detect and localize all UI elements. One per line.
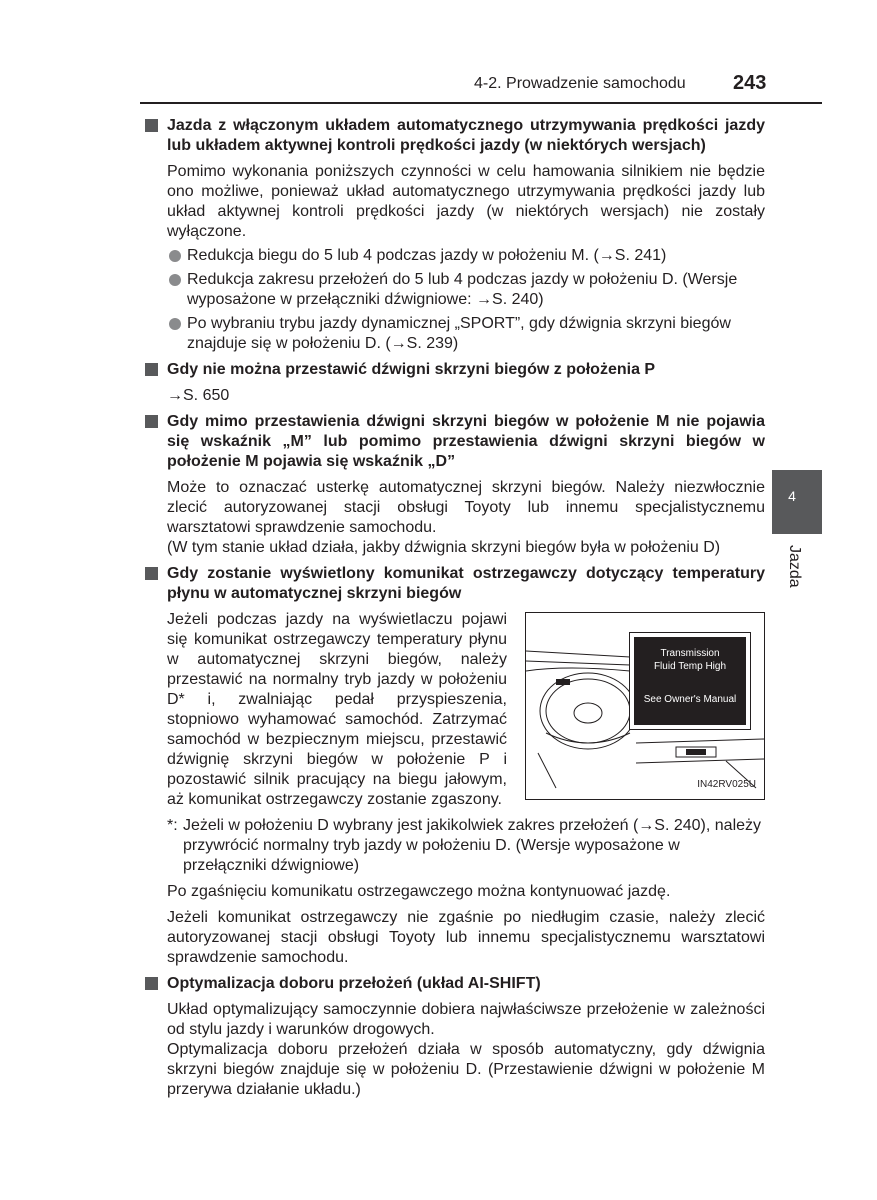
bullet-dot-icon <box>169 274 181 286</box>
bullet-item: Redukcja zakresu przełożeń do 5 lub 4 podczas jazdy w położeniu D. (Wersje wyposażone w przełączniki dźwigniowe: →S. 240) <box>167 270 765 310</box>
section-m-indicator <box>145 412 765 558</box>
section-heading: Gdy nie można przestawić dźwigni skrzyni biegów z położenia P <box>167 361 656 378</box>
bullet-item: Po wybraniu trybu jazdy dynamicznej „SPORT”, gdy dźwignia skrzyni biegów znajduje się w położeniu D. (→S. 239) <box>167 314 765 354</box>
section-square-icon <box>145 567 158 580</box>
section-heading: Jazda z włączonym układem automatycznego utrzymywania prędkości jazdy lub układem aktywnej kontroli prędkości jazdy (w niektórych wersjach) <box>167 117 765 154</box>
paragraph-note: (W tym stanie układ działa, jakby dźwignia skrzyni biegów była w położeniu D) <box>167 539 721 556</box>
section-square-icon <box>145 977 158 990</box>
section-square-icon <box>145 119 158 132</box>
section-square-icon <box>145 363 158 376</box>
bullet-dot-icon <box>169 318 181 330</box>
section-ai-shift <box>145 974 765 1100</box>
bullet-item: Redukcja biegu do 5 lub 4 podczas jazdy w położeniu M. (→S. 241) <box>167 246 765 266</box>
bullet-dot-icon <box>169 250 181 262</box>
footnote: *: Jeżeli w położeniu D wybrany jest jakikolwiek zakres przełożeń (→S. 240), należy przywrócić normalny tryb jazdy w położeniu D. (Wersje wyposażone w przełączniki dźwigniowe) <box>167 817 762 874</box>
section-square-icon <box>145 415 158 428</box>
paragraph: →S. 650 <box>167 387 230 404</box>
page-number: 243 <box>733 72 767 94</box>
section-shift-lock <box>145 360 765 406</box>
paragraph: Po zgaśnięciu komunikatu ostrzegawczego można kontynuować jazdę. <box>167 883 671 900</box>
paragraph: Optymalizacja doboru przełożeń działa w sposób automatyczny, gdy dźwignia skrzyni biegów znajduje się w położeniu D. (Przestawienie dźwigni w położenie M przerywa działanie układu.) <box>167 1041 765 1098</box>
paragraph: Jeżeli komunikat ostrzegawczy nie zgaśnie po niedługim czasie, należy zlecić autoryzowanej stacji obsługi Toyoty lub innemu specjalistycznemu warsztatowi sprawdzenie samochodu. <box>167 909 765 966</box>
warning-message-display: Transmission Fluid Temp High See Owner's Manual <box>630 633 750 729</box>
section-cruise-control <box>145 116 765 354</box>
section-heading: Gdy mimo przestawienia dźwigni skrzyni biegów w położenie M nie pojawia się wskaźnik „M” lub pomimo przestawienia dźwigni skrzyni biegów w położenie M pojawia się wskaźnik „D” <box>167 413 765 470</box>
header-rule <box>140 102 822 104</box>
chapter-number: 4 <box>788 488 796 504</box>
paragraph: Układ optymalizujący samoczynnie dobiera najwłaściwsze przełożenie w zależności od stylu jazdy i warunków drogowych. <box>167 1001 765 1038</box>
paragraph: Może to oznaczać usterkę automatycznej skrzyni biegów. Należy niezwłocznie zlecić autoryzowanej stacji obsługi Toyoty lub innemu specjalistycznemu warsztatowi sprawdzenie samochodu. <box>167 479 765 536</box>
footnote-mark: *: <box>167 817 178 834</box>
paragraph: Pomimo wykonania poniższych czynności w celu hamowania silnikiem nie będzie ono możliwe, ponieważ układ automatycznego utrzymywania prędkości jazdy lub układ aktywnej kontroli prędkości jazdy (w niektórych wersjach) nie zostały wyłączone. <box>167 163 765 240</box>
chapter-tab <box>772 470 822 534</box>
figure-code: IN42RV025U <box>697 779 756 790</box>
section-title: 4-2. Prowadzenie samochodu <box>474 75 686 92</box>
dashboard-illustration <box>525 612 765 800</box>
paragraph: Jeżeli podczas jazdy na wyświetlaczu pojawi się komunikat ostrzegawczy temperatury płynu w automatycznej skrzyni biegów, należy przestawić na normalny tryb jazdy w położeniu D* i, zwalniając pedał przyspieszenia, stopniowo wyhamować samochód. Zatrzymać samochód w bezpiecznym miejscu, przestawić dźwignię skrzyni biegów w położenie P i pozostawić silnik pracujący na biegu jałowym, aż komunikat ostrzegawczy zostanie zgaszony. <box>167 611 507 808</box>
section-fluid-temp-warning <box>145 564 765 968</box>
page-content <box>145 116 765 1100</box>
section-heading: Optymalizacja doboru przełożeń (układ AI-SHIFT) <box>167 975 541 992</box>
section-heading: Gdy zostanie wyświetlony komunikat ostrzegawczy dotyczący temperatury płynu w automatycznej skrzyni biegów <box>167 565 765 602</box>
chapter-label: Jazda <box>786 545 803 588</box>
